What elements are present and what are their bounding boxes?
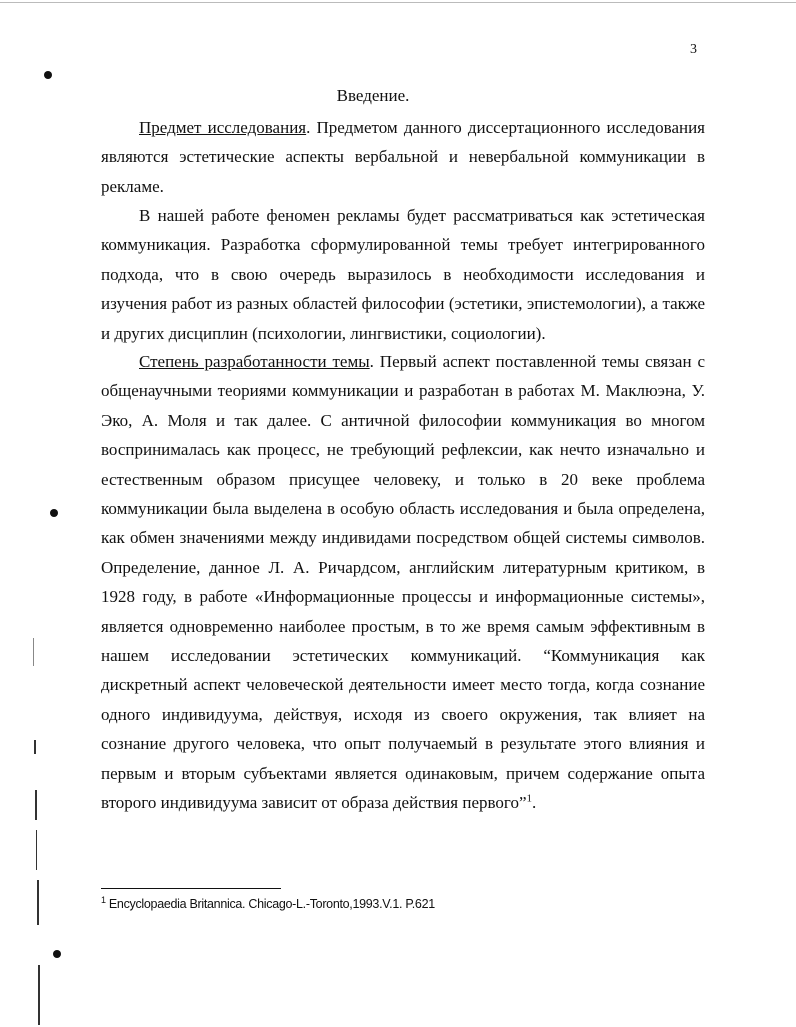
paragraph-text: . Предметом данного диссертационного исследования являются эстетические аспекты вербальной и невербальной коммуникации в рекламе. bbox=[101, 118, 705, 196]
scan-top-edge bbox=[0, 2, 796, 3]
paragraph-development-degree: Степень разработанности темы. Первый аспект поставленной темы связан с общенаучными теориями коммуникации и разработан в работах М. Маклюэна, У. Эко, А. Моля и так далее. С античной философии коммуникация во многом воспринималась как процесс, не требующий рефлексии, как нечто изначально и естественным образом присущее человеку, и только в 20 веке проблема коммуникации была выделена в особую область исследования и была определена, как обмен значениями между индивидами посредством общей системы символов. Определение, данное Л. А. Ричардсом, английским литературным критиком, в 1928 году, в работе «Информационные процессы и информационные системы», является одновременно наиболее простым, в то же время самым эффективным в нашем исследовании эстетических коммуникаций. “Коммуникация как дискретный аспект человеческой деятельности имеет место тогда, когда сознание одного индивидуума, действуя, исходя из своего окружения, так влияет на сознание другого человека, что опыт получаемый в результате этого влияния и первым и вторым субъектами является одинаковым, причем содержание опыта второго индивидуума зависит от образа действия первого”$^1$. bbox=[101, 352, 705, 813]
paragraph-research-subject bbox=[101, 113, 705, 201]
page-number: 3 bbox=[690, 42, 697, 57]
page-title: Введение. bbox=[336, 86, 410, 105]
footnote-separator bbox=[101, 888, 281, 889]
binding-hole-mark bbox=[44, 71, 52, 79]
section-label-development-degree: Степень разработанности темы bbox=[139, 352, 370, 371]
paragraph-text: В нашей работе феномен рекламы будет рассматриваться как эстетическая коммуникация. Разработка сформулированной темы требует интегрированного подхода, что в свою очередь выразилось в необходимости исследования и изучения работ из разных областей философии (эстетики, эпистемологии), а также и других дисциплин (психологии, лингвистики, социологии). bbox=[101, 206, 705, 343]
footnote-text: Encyclopaedia Britannica. Chicago-L.-Toronto,1993.V.1. P.621 bbox=[105, 897, 435, 911]
scan-margin-mark bbox=[34, 740, 36, 754]
scan-margin-mark bbox=[33, 638, 34, 666]
scan-margin-mark bbox=[37, 880, 39, 925]
binding-hole-mark bbox=[50, 509, 58, 517]
paragraph-aesthetic-communication bbox=[101, 201, 705, 348]
footnote bbox=[101, 894, 435, 911]
footnote-reference: 1 bbox=[526, 792, 533, 805]
scan-margin-mark bbox=[38, 965, 40, 1025]
binding-hole-mark bbox=[53, 950, 61, 958]
paragraph-text: . Первый аспект поставленной темы связан с общенаучными теориями коммуникации и разработан в работах М. Маклюэна, У. Эко, А. Моля и так далее. С античной философии коммуникация во многом воспринималась как процесс, не требующий рефлексии, как нечто изначально и естественным образом присущее человеку, и только в 20 веке проблема коммуникации была выделена в особую область исследования и была определена, как обмен значениями между индивидами посредством общей системы символов. Определение, данное Л. А. Ричардсом, английским литературным критиком, в 1928 году, в работе «Информационные процессы и информационные системы», является одновременно наиболее простым, в то же время самым эффективным в нашем исследовании эстетических коммуникаций. “Коммуникация как дискретный аспект человеческой деятельности имеет место тогда, когда сознание одного индивидуума, действуя, исходя из своего окружения, так влияет на сознание другого человека, что опыт получаемый в результате этого влияния и первым и вторым субъектами является одинаковым, причем содержание опыта второго индивидуума зависит от образа действия первого” bbox=[101, 352, 705, 813]
scan-margin-mark bbox=[36, 830, 37, 870]
section-label-research-subject: Предмет исследования bbox=[139, 118, 307, 137]
footnote-mark: 1 bbox=[101, 894, 106, 905]
scan-margin-mark bbox=[35, 790, 37, 820]
